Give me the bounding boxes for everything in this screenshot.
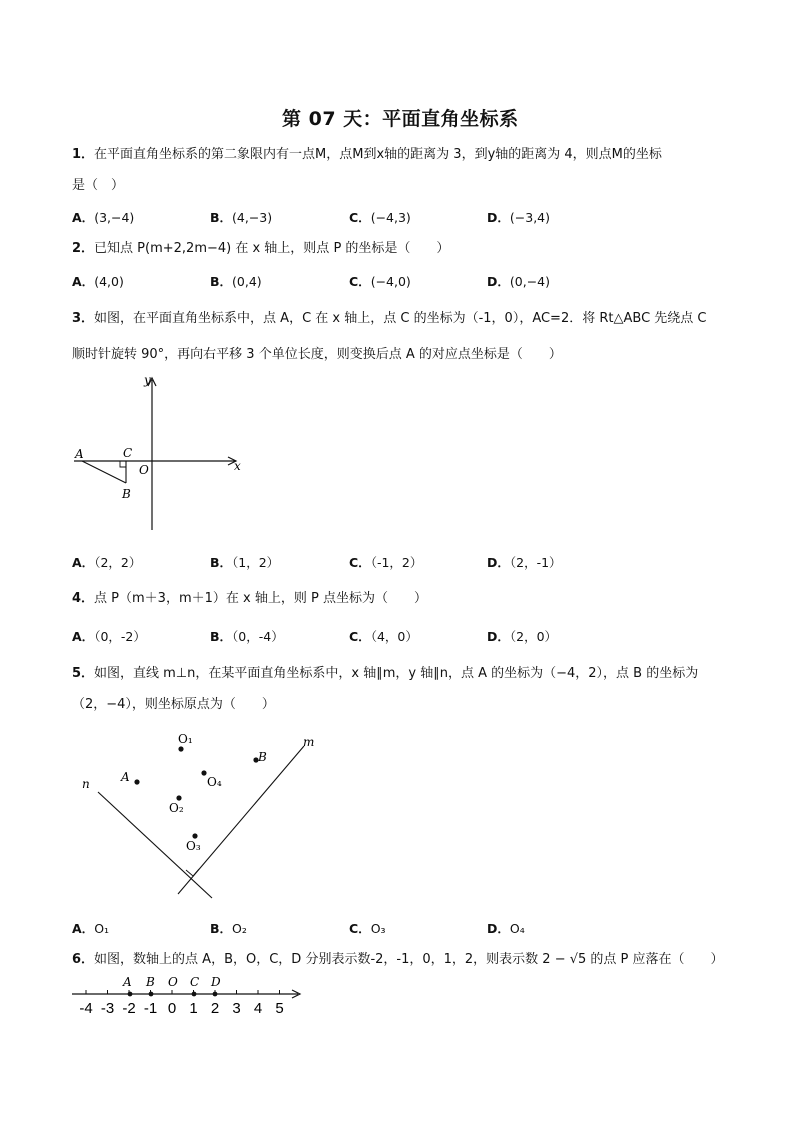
label-a: A <box>121 770 130 784</box>
label-o: O <box>139 463 149 477</box>
label-o4: O₄ <box>207 775 222 789</box>
option-a[interactable]: A．(3,−4) <box>72 210 135 225</box>
point-a <box>128 992 133 997</box>
tick-label: 3 <box>232 1000 241 1017</box>
label-b: B <box>146 975 155 989</box>
page-title: 第 07 天：平面直角坐标系 <box>282 108 519 130</box>
option-c[interactable]: C．（4，0） <box>349 629 418 644</box>
question-3-number: 3． <box>72 311 95 326</box>
question-5-line-2: （2，−4），则坐标原点为（ ） <box>72 697 275 712</box>
question-4-number: 4． <box>72 591 95 606</box>
question-4-line-1 <box>72 590 427 608</box>
option-d[interactable]: D．(−3,4) <box>487 210 550 225</box>
number-line-figure-q6 <box>66 970 316 1022</box>
label-c: C <box>190 975 200 989</box>
tick-label: -2 <box>122 1000 136 1017</box>
tick-label: 2 <box>210 1000 220 1017</box>
tick-label: -3 <box>100 1000 115 1017</box>
question-2-number: 2． <box>72 241 95 256</box>
question-6-number: 6． <box>72 952 95 967</box>
question-2-text: 已知点 P(m+2,2m−4) 在 x 轴上，则点 P 的坐标是（ ） <box>94 241 450 256</box>
tick-label: -4 <box>79 1000 93 1017</box>
question-3-text: 如图，在平面直角坐标系中，点 A，C 在 x 轴上，点 C 的坐标为（-1，0），AC=2．将 Rt△ABC 先绕点 C <box>94 311 707 326</box>
label-b: B <box>258 750 267 764</box>
tick-label: 1 <box>189 1000 198 1017</box>
question-1-line-1 <box>72 146 662 164</box>
label-c: C <box>123 446 133 460</box>
point-d <box>213 992 218 997</box>
label-o1: O₁ <box>178 732 193 746</box>
label-o2: O₂ <box>169 801 184 815</box>
option-c[interactable]: C．(−4,0) <box>349 274 411 289</box>
option-b[interactable]: B．O₂ <box>210 921 247 936</box>
label-n: n <box>82 777 90 791</box>
tick-label: 5 <box>275 1000 284 1017</box>
label-m: m <box>303 735 315 749</box>
label-x: x <box>234 459 241 473</box>
segment-ab <box>82 461 126 483</box>
right-angle-mark <box>120 461 126 467</box>
question-5-text: 如图，直线 m⊥n，在某平面直角坐标系中，x 轴∥m，y 轴∥n，点 A 的坐标为（−4，2），点 B 的坐标为 <box>94 666 699 681</box>
point-b <box>149 992 154 997</box>
label-o3: O₃ <box>186 839 201 853</box>
question-1-text: 在平面直角坐标系的第二象限内有一点M，点M到x轴的距离为 3，到y轴的距离为 4，则点M的坐标 <box>94 147 662 162</box>
option-b[interactable]: B．(4,−3) <box>210 210 273 225</box>
question-5-line-1 <box>72 665 698 683</box>
question-3-line-1 <box>72 310 706 328</box>
label-d: D <box>211 975 221 989</box>
option-a[interactable]: A．（0，-2） <box>72 629 146 644</box>
question-5-number: 5． <box>72 666 95 681</box>
tick-label: -1 <box>143 1000 158 1017</box>
option-a[interactable]: A．(4,0) <box>72 274 124 289</box>
point-o3 <box>192 833 197 838</box>
point-o2 <box>176 795 181 800</box>
option-b[interactable]: B．(0,4) <box>210 274 262 289</box>
label-b: B <box>122 487 131 501</box>
label-y: y <box>144 373 151 387</box>
point-c <box>192 992 197 997</box>
option-d[interactable]: D．(0,−4) <box>487 274 550 289</box>
point-o4 <box>201 770 206 775</box>
option-a[interactable]: A．O₁ <box>72 921 110 936</box>
option-d[interactable]: D．（2，0） <box>487 629 558 644</box>
question-1-number: 1． <box>72 147 95 162</box>
point-o1 <box>178 746 183 751</box>
tick-label: 0 <box>167 1000 177 1017</box>
label-a: A <box>123 975 132 989</box>
point-a <box>134 779 139 784</box>
option-a[interactable]: A．（2，2） <box>72 555 142 570</box>
question-6-line-1 <box>72 951 724 969</box>
question-4-text: 点 P（m＋3，m＋1）在 x 轴上，则 P 点坐标为（ ） <box>94 591 427 606</box>
option-b[interactable]: B．（1，2） <box>210 555 280 570</box>
question-6-text: 如图，数轴上的点 A，B，O，C，D 分别表示数-2，-1，0，1，2，则表示数 2 − √5 的点 P 应落在（ ） <box>94 952 724 967</box>
option-c[interactable]: C．O₃ <box>349 921 386 936</box>
question-1-line-2: 是（ ） <box>72 178 125 193</box>
coordinate-figure-q3 <box>60 370 260 535</box>
label-a: A <box>75 447 84 461</box>
label-o: O <box>168 975 178 989</box>
question-3-line-2: 顺时针旋转 90°，再向右平移 3 个单位长度，则变换后点 A 的对应点坐标是（ ） <box>72 347 562 362</box>
tick-label: 4 <box>253 1000 263 1017</box>
option-d[interactable]: D．O₄ <box>487 921 525 936</box>
option-d[interactable]: D．（2，-1） <box>487 555 562 570</box>
option-c[interactable]: C．（-1，2） <box>349 555 423 570</box>
option-c[interactable]: C．(−4,3) <box>349 210 411 225</box>
perpendicular-lines-figure-q5 <box>70 728 330 900</box>
question-2-line-1 <box>72 240 449 258</box>
option-b[interactable]: B．（0，-4） <box>210 629 284 644</box>
